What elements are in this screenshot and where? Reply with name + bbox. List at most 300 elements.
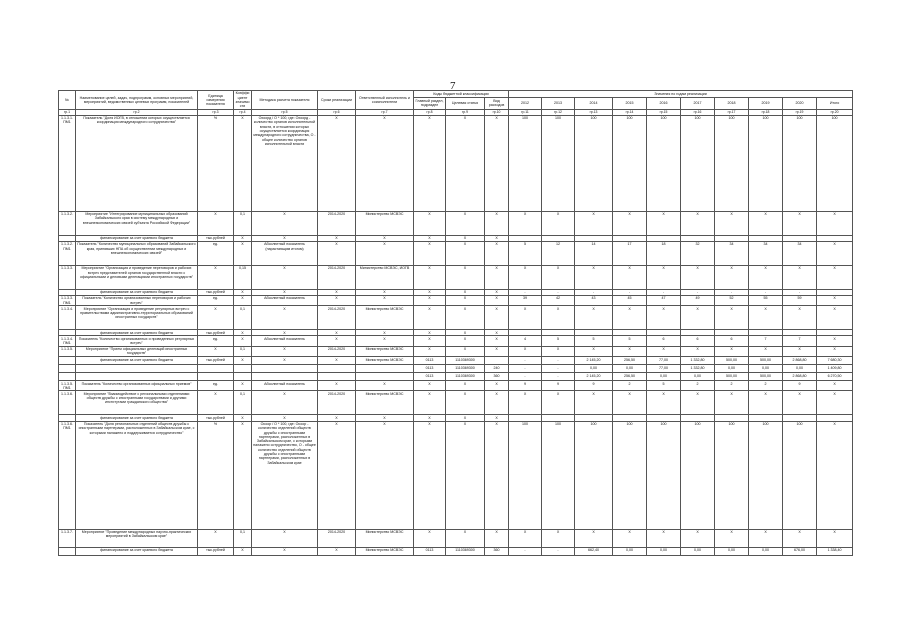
table-cell: X	[715, 529, 749, 547]
table-cell	[318, 365, 356, 373]
table-cell: X	[485, 289, 509, 295]
table-cell: X	[446, 115, 485, 211]
row-code	[59, 365, 76, 373]
table-cell: Министерство МСВЭС	[356, 391, 414, 415]
row-title: Показатель "Доля ИОГВ, в отношении которых осуществляется координация международного сотрудничества"	[76, 115, 198, 211]
program-table	[58, 90, 853, 556]
table-cell: X	[542, 391, 575, 415]
table-cell: 77,00	[647, 357, 681, 365]
table-cell: X	[414, 381, 446, 391]
table-cell: X	[749, 391, 783, 415]
table-cell: X	[681, 346, 715, 356]
table-cell: 100	[783, 115, 817, 211]
table-cell: 2014-2020	[318, 265, 356, 289]
table-cell: X	[681, 529, 715, 547]
table-cell: X	[485, 115, 509, 211]
column-number: гр.16	[681, 109, 715, 115]
table-cell: 14	[575, 241, 613, 265]
table-cell: X	[356, 115, 414, 211]
table-cell: Министерство МСВЭС	[356, 357, 414, 365]
table-cell: 1110369300	[446, 373, 485, 381]
table-cell: X	[198, 306, 234, 330]
table-cell: %	[198, 421, 234, 529]
table-cell: 100	[613, 115, 647, 211]
table-cell: 1110369300	[446, 357, 485, 365]
table-cell: X	[783, 306, 817, 330]
table-cell: X	[485, 529, 509, 547]
table-cell: X	[485, 306, 509, 330]
table-cell: тыс.рублей	[198, 547, 234, 555]
table-cell: X	[198, 265, 234, 289]
table-cell: 0,00	[749, 365, 783, 373]
table-row	[59, 211, 853, 235]
table-cell: 0,00	[647, 547, 681, 555]
table-cell: X	[509, 211, 542, 235]
table-cell: X	[485, 415, 509, 421]
table-row	[59, 336, 853, 346]
table-cell: X	[783, 391, 817, 415]
table-cell: X	[783, 265, 817, 289]
row-title: Показатель "Количество организованных переговоров и рабочих встреч"	[76, 295, 198, 305]
table-row	[59, 421, 853, 529]
table-cell: 0,00	[681, 547, 715, 555]
table-cell: 12	[542, 241, 575, 265]
row-title: Показатель "Доля региональных отделений обществ дружбы с иностранными партнерами, расположенных в Забайкальском крае, с которыми налажено и поддерживается сотрудничество"	[76, 421, 198, 529]
table-cell: X	[318, 336, 356, 346]
table-cell: X	[414, 295, 446, 305]
table-cell: X	[234, 357, 252, 365]
header-method: Методика расчета показателя	[252, 91, 318, 110]
table-cell: X	[252, 330, 318, 336]
row-code: 1.1.3.2. ПМ1	[59, 241, 76, 265]
table-cell: 9	[509, 381, 542, 391]
table-cell: X	[234, 235, 252, 241]
row-title: Мероприятие "Прием официальных делегаций иностранных государств"	[76, 346, 198, 356]
table-cell: X	[613, 211, 647, 235]
table-cell: X	[414, 289, 446, 295]
row-title: Мероприятие "Взаимодействие с региональными отделениями обществ дружбы с иностранными государствами и другими институтами гражданского общества"	[76, 391, 198, 415]
table-cell: X	[414, 306, 446, 330]
header-year: 2020	[783, 98, 817, 110]
table-cell: X	[485, 265, 509, 289]
table-cell: 0113	[414, 547, 446, 555]
table-cell: X	[485, 421, 509, 529]
table-cell: X	[446, 381, 485, 391]
table-cell: X	[318, 415, 356, 421]
table-cell: X	[318, 381, 356, 391]
table-cell	[356, 365, 414, 373]
table-cell: X	[446, 235, 485, 241]
row-code: 1.1.3.3.	[59, 265, 76, 289]
table-cell: 2014-2020	[318, 306, 356, 330]
table-cell: 5	[509, 241, 542, 265]
table-cell: 5	[613, 336, 647, 346]
table-cell: X	[647, 346, 681, 356]
table-cell: 2	[749, 381, 783, 391]
table-cell: 0113	[414, 357, 446, 365]
table-cell: 1 409,80	[817, 365, 853, 373]
table-cell: 2 145,20	[575, 357, 613, 365]
table-cell: X	[446, 529, 485, 547]
table-cell: -	[542, 365, 575, 373]
table-cell: X	[446, 265, 485, 289]
table-cell: X	[198, 346, 234, 356]
table-cell: 100	[647, 421, 681, 529]
table-cell: X	[817, 421, 853, 529]
table-cell: X	[575, 211, 613, 235]
table-cell: X	[542, 306, 575, 330]
table-cell: 100	[749, 115, 783, 211]
table-cell: 1 338,40	[817, 547, 853, 555]
table-cell: 6	[715, 336, 749, 346]
table-cell: 662,40	[575, 547, 613, 555]
table-cell: ед.	[198, 381, 234, 391]
row-code: 1.1.3.5.	[59, 346, 76, 356]
table-cell: 100	[575, 421, 613, 529]
table-cell: X	[446, 306, 485, 330]
table-cell: 4	[509, 336, 542, 346]
table-cell: Министерство МСВЭС	[356, 211, 414, 235]
table-cell: X	[446, 415, 485, 421]
table-cell: 1110369300	[446, 365, 485, 373]
table-cell: X	[485, 235, 509, 241]
table-cell: X	[318, 421, 356, 529]
table-cell: X	[647, 265, 681, 289]
column-number: гр.18	[749, 109, 783, 115]
column-number: гр.11	[509, 109, 542, 115]
table-cell: 7	[783, 336, 817, 346]
table-row	[59, 115, 853, 211]
table-row	[59, 529, 853, 547]
table-cell: Абсолютный показатель	[252, 336, 318, 346]
header-values: Значения по годам реализации	[509, 91, 853, 98]
table-cell: 0113	[414, 365, 446, 373]
table-cell: -	[749, 289, 783, 295]
table-cell: 1110369300	[446, 547, 485, 555]
table-cell: тыс.рублей	[198, 330, 234, 336]
table-cell: X	[252, 547, 318, 555]
table-cell	[198, 365, 234, 373]
header-period: Сроки реализации	[318, 91, 356, 110]
table-cell: X	[414, 346, 446, 356]
table-cell: 0,00	[647, 373, 681, 381]
table-cell: X	[356, 415, 414, 421]
table-cell: 0,00	[613, 547, 647, 555]
table-cell: тыс.рублей	[198, 357, 234, 365]
table-cell: 0,00	[783, 365, 817, 373]
table-cell: X	[252, 346, 318, 356]
table-cell: X	[234, 289, 252, 295]
table-cell: X	[817, 346, 853, 356]
table-cell: X	[414, 115, 446, 211]
table-cell: 5	[647, 381, 681, 391]
table-cell: X	[509, 346, 542, 356]
table-cell: 5	[575, 336, 613, 346]
table-cell: X	[318, 289, 356, 295]
table-cell: 256,50	[613, 373, 647, 381]
table-cell	[252, 365, 318, 373]
table-cell: X	[252, 391, 318, 415]
table-cell: X	[414, 241, 446, 265]
header-kbk: Коды бюджетной классификации	[414, 91, 509, 98]
table-row	[59, 391, 853, 415]
header-name: Наименование целей, задач, подпрограмм, основных мероприятий, мероприятий, ведомственных целевых программ, показателей	[76, 91, 198, 110]
table-row	[59, 306, 853, 330]
table-cell: 100	[715, 115, 749, 211]
table-cell: -	[509, 357, 542, 365]
header-unit: Единица измерения показателя	[198, 91, 234, 110]
table-cell: 47	[647, 295, 681, 305]
column-number: гр.9	[446, 109, 485, 115]
table-cell: 9	[783, 381, 817, 391]
table-cell: 0,1	[234, 529, 252, 547]
table-cell: X	[234, 330, 252, 336]
table-cell: 32	[681, 241, 715, 265]
header-year: 2014	[575, 98, 613, 110]
table-cell: X	[817, 336, 853, 346]
header-year: 2019	[749, 98, 783, 110]
table-cell: X	[198, 211, 234, 235]
table-cell: X	[414, 330, 446, 336]
column-number: гр.17	[715, 109, 749, 115]
column-number: гр.14	[613, 109, 647, 115]
table-cell: X	[817, 265, 853, 289]
table-row	[59, 346, 853, 356]
table-cell: X	[485, 346, 509, 356]
row-title: Мероприятие "Организация и проведение переговоров и рабочих встреч представителей органов государственной власти с официальными и деловыми делегациями иностранных государств"	[76, 265, 198, 289]
table-cell: 34	[783, 241, 817, 265]
header-year: 2018	[715, 98, 749, 110]
table-cell: 43	[575, 295, 613, 305]
table-cell: -	[681, 289, 715, 295]
table-cell: 6 270,50	[817, 373, 853, 381]
header-kbk-razdel: Главный раздел, подраздел	[414, 98, 446, 110]
table-cell: X	[198, 529, 234, 547]
table-cell: Осоор / О * 100, где: Осоор - количество отделений обществ дружбы с иностранными партнерами, расположенных в Забайкальском крае, с которыми налажено сотрудничество, О - общее количество отделений обществ дружбы с иностранными партнерами, расположенных в Забайкальском крае	[252, 421, 318, 529]
table-cell: 1 332,80	[681, 357, 715, 365]
column-number: гр.4	[234, 109, 252, 115]
table-cell: 500,00	[715, 357, 749, 365]
table-cell: X	[817, 295, 853, 305]
table-cell: 100	[542, 115, 575, 211]
table-cell: X	[414, 211, 446, 235]
table-cell: X	[575, 306, 613, 330]
table-cell: X	[446, 391, 485, 415]
table-cell: X	[647, 391, 681, 415]
row-title: финансирование за счет краевого бюджета	[76, 415, 198, 421]
table-cell: X	[485, 336, 509, 346]
table-cell: 100	[575, 115, 613, 211]
row-title: Мероприятие "Интегрирование муниципальных образований Забайкальского края в систему международных и внешнеэкономических связей субъекта Российской Федерации"	[76, 211, 198, 235]
table-cell: ед.	[198, 241, 234, 265]
table-cell: 2 868,80	[783, 373, 817, 381]
table-cell: X	[485, 391, 509, 415]
table-cell: 100	[542, 421, 575, 529]
table-cell: 2	[681, 381, 715, 391]
table-row	[59, 381, 853, 391]
table-cell: 100	[681, 115, 715, 211]
table-cell: X	[356, 421, 414, 529]
table-cell: 0,15	[234, 265, 252, 289]
table-cell: X	[509, 391, 542, 415]
table-cell: 100	[613, 421, 647, 529]
table-cell: X	[446, 289, 485, 295]
table-cell: 59	[783, 295, 817, 305]
table-cell: X	[446, 211, 485, 235]
table-cell: 7	[749, 336, 783, 346]
table-cell: X	[485, 381, 509, 391]
table-cell: 0,00	[749, 547, 783, 555]
header-kbk-cs: Целевая статья	[446, 98, 485, 110]
table-cell: 0,00	[715, 547, 749, 555]
row-code: 1.1.3.6.	[59, 391, 76, 415]
table-cell: X	[356, 289, 414, 295]
row-code	[59, 547, 76, 555]
table-cell: X	[318, 357, 356, 365]
table-cell: -	[542, 373, 575, 381]
table-cell: -	[509, 547, 542, 555]
column-number: гр.13	[575, 109, 613, 115]
table-cell: Министерство МСВЭС	[356, 547, 414, 555]
table-cell: Министерство МСВЭС	[356, 529, 414, 547]
table-cell: X	[485, 330, 509, 336]
table-cell: X	[575, 529, 613, 547]
column-number: гр.15	[647, 109, 681, 115]
table-cell: X	[234, 336, 252, 346]
table-cell: X	[817, 529, 853, 547]
table-cell: X	[252, 357, 318, 365]
table-cell: X	[613, 265, 647, 289]
table-cell: 500,00	[749, 373, 783, 381]
table-cell: X	[749, 529, 783, 547]
table-cell: 0,1	[234, 306, 252, 330]
table-cell: Министерство МСВЭС	[356, 306, 414, 330]
table-cell: 360	[485, 373, 509, 381]
table-cell: X	[542, 346, 575, 356]
table-cell: 2	[613, 381, 647, 391]
table-cell: X	[509, 529, 542, 547]
table-cell: X	[575, 346, 613, 356]
row-title: финансирование за счет краевого бюджета	[76, 235, 198, 241]
table-cell: Охоорд / О * 100, где: Охоорд - количество органов исполнительной власти, в отношении которых осуществляется координация международного сотрудничества, О - общее количество органов исполнительной власти	[252, 115, 318, 211]
header-year: 2013	[542, 98, 575, 110]
table-cell: X	[715, 211, 749, 235]
table-cell	[252, 373, 318, 381]
table-cell: 77,00	[647, 365, 681, 373]
table-cell: 0,00	[613, 365, 647, 373]
table-cell: X	[613, 529, 647, 547]
table-cell: 9	[575, 381, 613, 391]
table-cell: X	[575, 265, 613, 289]
table-cell: X	[446, 336, 485, 346]
table-cell: X	[414, 529, 446, 547]
table-cell: X	[817, 391, 853, 415]
table-row	[59, 365, 853, 373]
table-cell: X	[414, 421, 446, 529]
table-cell	[198, 373, 234, 381]
row-title: финансирование за счет краевого бюджета	[76, 547, 198, 555]
table-cell: -	[542, 357, 575, 365]
table-cell: 100	[715, 421, 749, 529]
table-cell: X	[817, 306, 853, 330]
table-cell: Министерство МСВЭС	[356, 346, 414, 356]
table-cell: X	[252, 529, 318, 547]
table-cell: 18	[647, 241, 681, 265]
table-cell: 34	[749, 241, 783, 265]
table-cell: X	[252, 289, 318, 295]
table-cell: -	[542, 547, 575, 555]
row-title: финансирование за счет краевого бюджета	[76, 330, 198, 336]
table-cell: 0,1	[234, 211, 252, 235]
table-cell: 2 868,80	[783, 357, 817, 365]
header-responsible: Ответственный исполнитель и соисполнители	[356, 91, 414, 110]
table-cell: 7 680,30	[817, 357, 853, 365]
column-number: гр.20	[817, 109, 853, 115]
header-total: Итого	[817, 98, 853, 110]
table-cell: 2014-2020	[318, 346, 356, 356]
table-cell: X	[783, 211, 817, 235]
table-cell: 2014-2020	[318, 211, 356, 235]
table-cell: X	[446, 346, 485, 356]
row-title: Показатель "Количество организованных и проведенных регулярных встреч"	[76, 336, 198, 346]
table-cell: -	[613, 289, 647, 295]
table-cell: X	[749, 306, 783, 330]
row-title	[76, 365, 198, 373]
column-number: гр.3	[198, 109, 234, 115]
row-title: Мероприятие "Проведение международных научно-практических мероприятий в Забайкальском крае"	[76, 529, 198, 547]
table-cell: X	[715, 391, 749, 415]
table-cell: 100	[509, 421, 542, 529]
table-body	[59, 115, 853, 555]
table-cell: 360	[485, 547, 509, 555]
table-cell: -	[509, 373, 542, 381]
table-cell: X	[647, 529, 681, 547]
table-cell: X	[356, 235, 414, 241]
table-cell: 500,00	[749, 357, 783, 365]
table-cell: 34	[715, 241, 749, 265]
table-cell: X	[252, 211, 318, 235]
table-cell: X	[318, 241, 356, 265]
row-code: 1.1.3.5. ПМ1	[59, 381, 76, 391]
row-code: 1.1.3.1. ПМ1	[59, 115, 76, 211]
table-cell: 0,00	[715, 365, 749, 373]
column-number: гр.19	[783, 109, 817, 115]
row-code: 1.1.3.3. ПМ1	[59, 295, 76, 305]
table-cell: X	[414, 235, 446, 241]
header-coef: Коэффициент значимости	[234, 91, 252, 110]
table-cell: 2014-2020	[318, 391, 356, 415]
table-cell	[234, 365, 252, 373]
table-cell: Министерство МСВЭС, ИОГВ	[356, 265, 414, 289]
table-cell: X	[817, 241, 853, 265]
table-cell: X	[613, 306, 647, 330]
table-cell: X	[509, 306, 542, 330]
table-cell: X	[318, 330, 356, 336]
row-code	[59, 373, 76, 381]
column-number: гр.8	[414, 109, 446, 115]
table-cell: X	[542, 211, 575, 235]
table-cell: 9	[542, 381, 575, 391]
row-title: Мероприятие "Организация и проведение регулярных встреч с правительствами административно-территориальных образований иностранных государств"	[76, 306, 198, 330]
table-row	[59, 265, 853, 289]
table-cell: X	[318, 115, 356, 211]
table-cell: X	[318, 235, 356, 241]
table-cell: 100	[509, 115, 542, 211]
table-row	[59, 357, 853, 365]
table-cell: X	[414, 336, 446, 346]
table-cell: X	[715, 346, 749, 356]
table-cell: X	[749, 265, 783, 289]
